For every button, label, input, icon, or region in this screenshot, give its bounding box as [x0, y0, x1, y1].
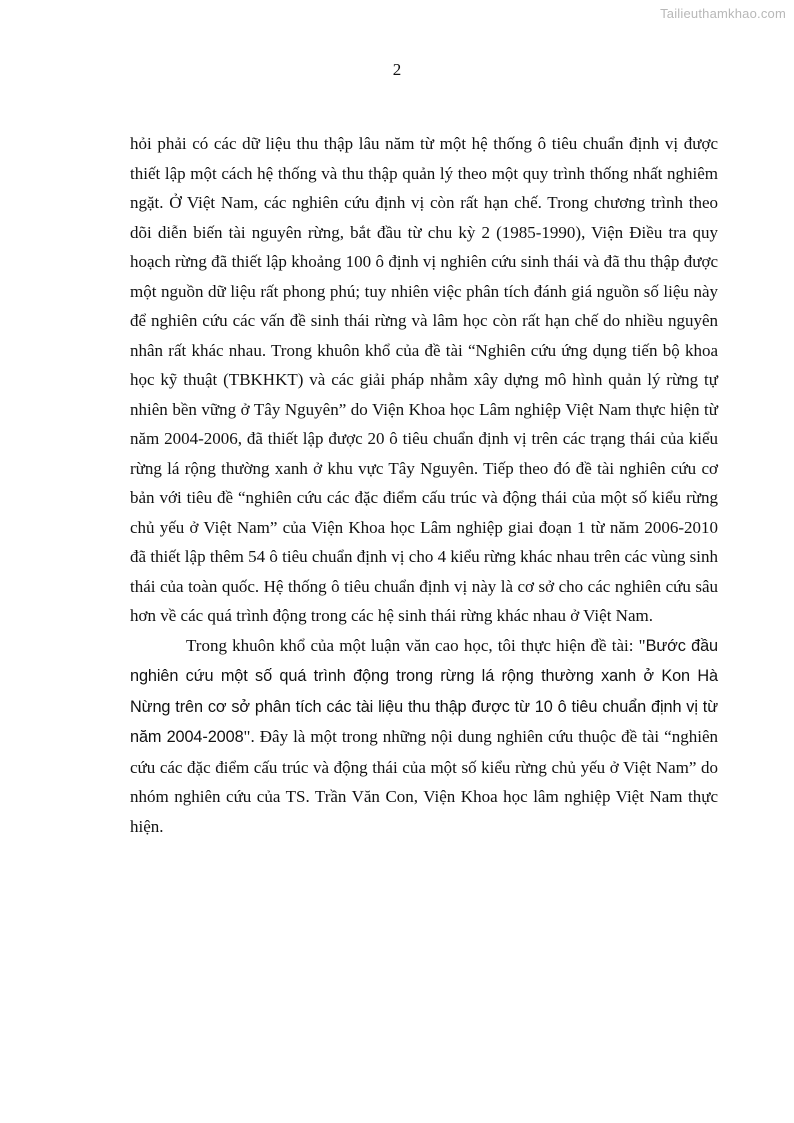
paragraph-2 — [130, 631, 718, 842]
paragraph-1: hỏi phải có các dữ liệu thu thập lâu năm từ một hệ thống ô tiêu chuẩn định vị được thiết lập một cách hệ thống và thu thập quản lý theo một quy trình thống nhất nghiêm ngặt. Ở Việt Nam, các nghiên cứu định vị còn rất hạn chế. Trong chương trình theo dõi diễn biến tài nguyên rừng, bắt đầu từ chu kỳ 2 (1985-1990), Viện Điều tra quy hoạch rừng đã thiết lập khoảng 100 ô định vị nghiên cứu sinh thái và đã thu thập được một nguồn dữ liệu rất phong phú; tuy nhiên việc phân tích đánh giá nguồn số liệu này để nghiên cứu các vấn đề sinh thái rừng và lâm học còn rất hạn chế do nhiều nguyên nhân rất khác nhau. Trong khuôn khổ của đề tài “Nghiên cứu ứng dụng tiến bộ khoa học kỹ thuật (TBKHKT) và các giải pháp nhằm xây dựng mô hình quản lý rừng tự nhiên bền vững ở Tây Nguyên” do Viện Khoa học Lâm nghiệp Việt Nam thực hiện từ năm 2004-2006, đã thiết lập được 20 ô tiêu chuẩn định vị trên các trạng thái của kiểu rừng lá rộng thường xanh ở khu vực Tây Nguyên. Tiếp theo đó đề tài nghiên cứu cơ bản với tiêu đề “nghiên cứu các đặc điểm cấu trúc và động thái của một số kiểu rừng chủ yếu ở Việt Nam” của Viện Khoa học Lâm nghiệp giai đoạn 1 từ năm 2006-2010 đã thiết lập thêm 54 ô tiêu chuẩn định vị cho 4 kiểu rừng khác nhau trên các vùng sinh thái của toàn quốc. Hệ thống ô tiêu chuẩn định vị này là cơ sở cho các nghiên cứu sâu hơn về các quá trình động trong các hệ sinh thái rừng khác nhau ở Việt Nam. — [130, 134, 718, 625]
thesis-title: Bước đầu nghiên cứu một số quá trình động trong rừng lá rộng thường xanh ở Kon Hà Nừng trên cơ sở phân tích các tài liệu thu thập được từ 10 ô tiêu chuẩn định vị từ năm 2004-2008 — [130, 636, 718, 746]
paragraph-2-intro: Trong khuôn khổ của một luận văn cao học, tôi thực hiện đề tài: " — [186, 635, 646, 655]
watermark-text: Tailieuthamkhao.com — [660, 6, 786, 21]
paragraph-2-outro: ". Đây là một trong những nội dung nghiên cứu thuộc đề tài “nghiên cứu các đặc điểm cấu trúc và động thái của một số kiểu rừng chủ yếu ở Việt Nam” do nhóm nghiên cứu của TS. Trần Văn Con, Viện Khoa học lâm nghiệp Việt Nam thực hiện. — [130, 727, 718, 836]
document-body — [130, 129, 718, 841]
page-number: 2 — [392, 60, 402, 79]
